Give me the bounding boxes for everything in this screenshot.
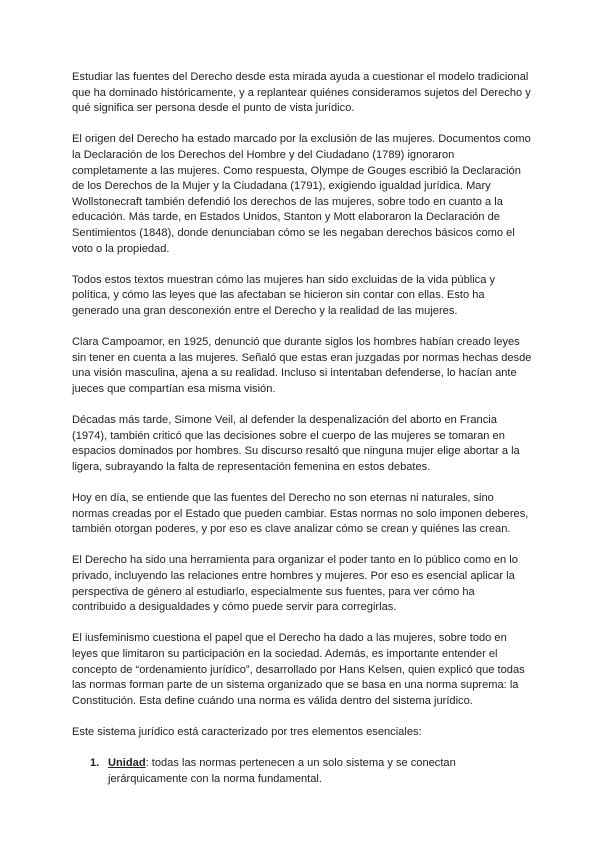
paragraph-campoamor: Clara Campoamor, en 1925, denunció que durante siglos los hombres habían creado leyes sin tener en cuenta a las mujeres. Señaló que estas eran juzgadas por normas hechas desde una visión masculina, ajena a su realidad. Incluso si intentaban defenderse, lo hacían ante jueces que compartían esa misma visión.: [72, 336, 532, 395]
list-item-number: 1.: [90, 757, 100, 770]
paragraph-power: El Derecho ha sido una herramienta para organizar el poder tanto en lo público como en lo privado, incluyendo las relaciones entre hombres y mujeres. Por eso es esencial aplicar la perspectiva de género al estudiarlo, especialmente sus fuentes, para ver cómo ha contribuido a desigualdades y cómo puede servir para corregirlas.: [72, 554, 518, 614]
paragraph-exclusion: Todos estos textos muestran cómo las mujeres han sido excluidas de la vida pública y política, y cómo las leyes que las afectaban se hicieron sin contar con ellas. Esto ha generado una gran desconexión entre el Derecho y la realidad de las mujeres.: [72, 273, 496, 317]
paragraph-iusfeminismo: El iusfeminismo cuestiona el papel que el Derecho ha dado a las mujeres, sobre todo en leyes que limitaron su participación en la sociedad. Además, es importante entender el concepto de “ordenamiento jurídico”, desarrollado por Hans Kelsen, quien explicó que todas las normas forman parte de un sistema organizado que se basa en una norma suprema: la Constitución. Esta define cuándo una norma es válida dentro del sistema jurídico.: [72, 632, 525, 707]
elements-list: [72, 756, 532, 787]
list-item: [72, 756, 532, 787]
paragraph-origin: El origen del Derecho ha estado marcado por la exclusión de las mujeres. Documentos como la Declaración de los Derechos del Hombre y del Ciudadano (1789) ignoraron completamente a las mujeres. Como respuesta, Olympe de Gouges escribió la Declaración de los Derechos de la Mujer y la Ciudadana (1791), exigiendo igualdad jurídica. Mary Wollstonecraft también defendió los derechos de las mujeres, sobre todo en cuanto a la educación. Más tarde, en Estados Unidos, Stanton y Mott elaboraron la Declaración de Sentimientos (1848), donde denunciaban cómo se les negaban derechos básicos como el voto o la propiedad.: [72, 133, 531, 255]
list-item-text: : todas las normas pertenecen a un solo sistema y se conectan jerárquicamente con la norma fundamental.: [108, 757, 456, 785]
paragraph-intro: Estudiar las fuentes del Derecho desde esta mirada ayuda a cuestionar el modelo tradicional que ha dominado históricamente, y a replantear quiénes consideramos sujetos del Derecho y qué significa ser persona desde el punto de vista jurídico.: [72, 71, 531, 115]
paragraph-system-intro: Este sistema jurídico está caracterizado por tres elementos esenciales:: [72, 725, 422, 738]
paragraph-today: Hoy en día, se entiende que las fuentes del Derecho no son eternas ni naturales, sino normas creadas por el Estado que pueden cambiar. Estas normas no solo imponen deberes, también otorgan poderes, y por eso es clave analizar cómo se crean y quiénes las crean.: [72, 492, 529, 536]
paragraph-veil: Décadas más tarde, Simone Veil, al defender la despenalización del aborto en Francia (1974), también criticó que las decisiones sobre el cuerpo de las mujeres se tomaran en espacios dominados por hombres. Su discurso resaltó que ninguna mujer elige abortar a la ligera, subrayando la falta de representación femenina en estos debates.: [72, 414, 520, 473]
list-item-term: Unidad: [108, 757, 146, 770]
document-body: [72, 70, 532, 787]
